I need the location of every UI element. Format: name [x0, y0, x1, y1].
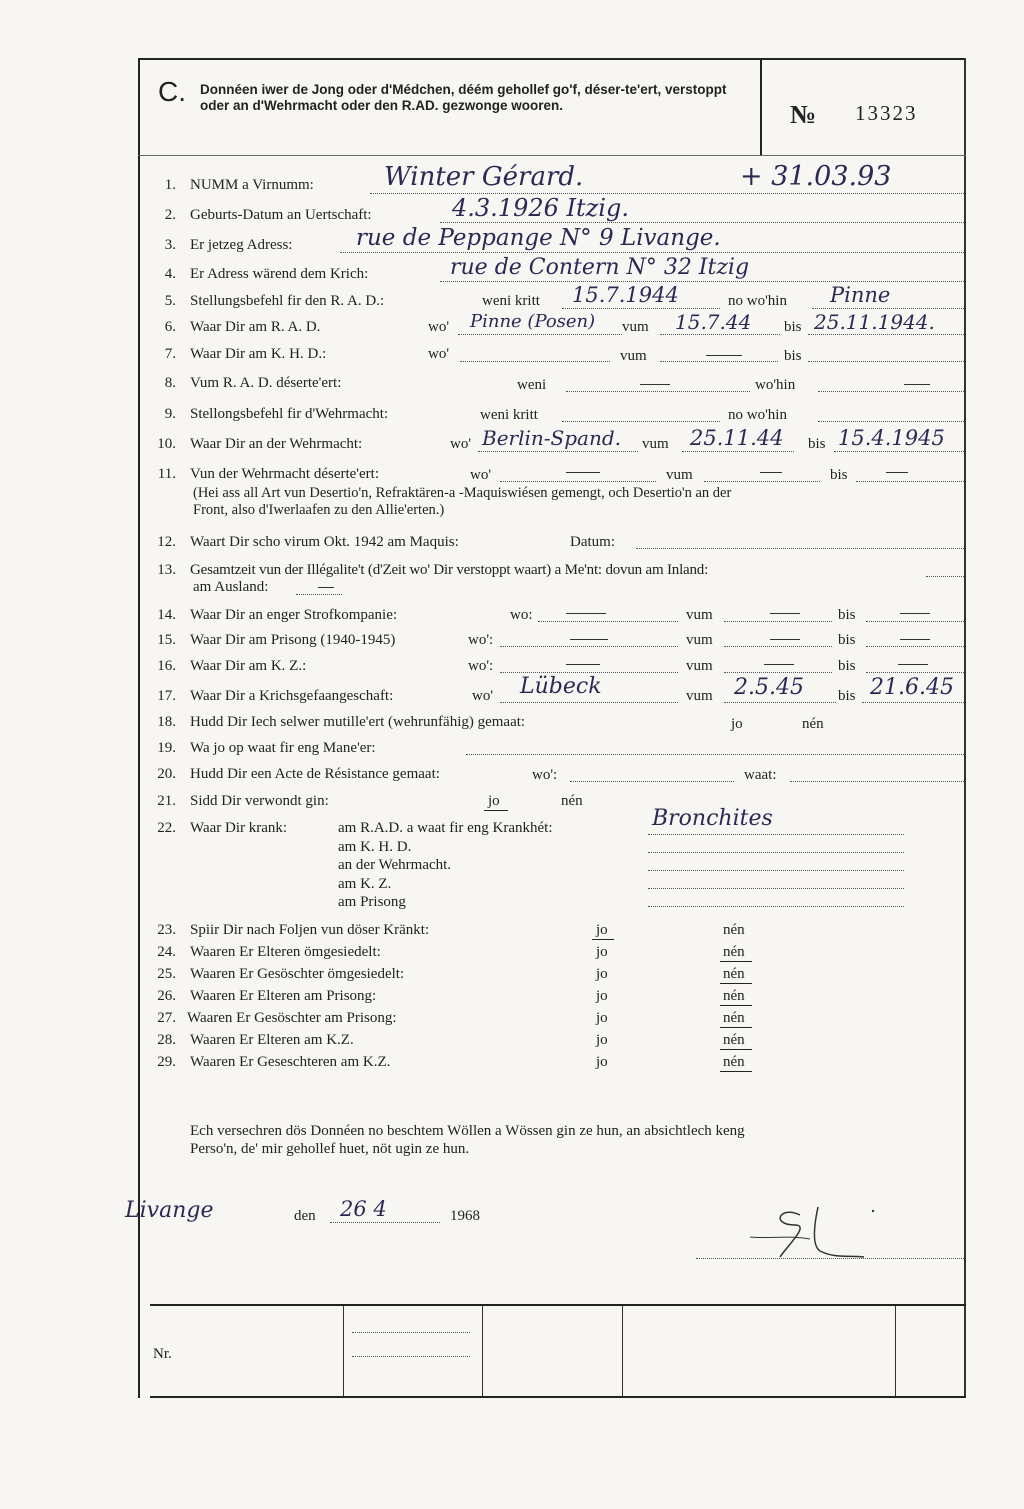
row-25-label: Waaren Er Gesöschter ömgesiedelt:	[190, 966, 405, 982]
pow-until[interactable]: 21.6.45	[870, 675, 954, 700]
row-17-dotline-1	[500, 702, 678, 703]
row-28-label: Waaren Er Elteren am K.Z.	[190, 1032, 354, 1048]
row-25-no-underline	[720, 983, 752, 984]
row-21-no[interactable]: nén	[561, 793, 583, 809]
row-21-yes-underline	[484, 810, 508, 811]
row-23-yes[interactable]: jo	[596, 922, 608, 938]
row-7-sub1: wo'	[428, 346, 450, 362]
row-17-dotline-3	[862, 702, 964, 703]
row-15-sub1: wo':	[468, 632, 494, 648]
row-23-number: 23.	[157, 922, 176, 938]
footer-col-4	[895, 1306, 896, 1396]
row-14-sub2: vum	[686, 607, 713, 623]
date-value[interactable]: 26 4	[340, 1197, 387, 1221]
row-9-label: Stellongsbefehl fir d'Wehrmacht:	[190, 406, 389, 422]
war-address-value[interactable]: rue de Contern N° 32 Itzig	[450, 255, 750, 280]
row-21-yes[interactable]: jo	[488, 793, 500, 809]
row-26-no-underline	[720, 1005, 752, 1006]
row-10-sub2: vum	[642, 436, 669, 452]
row-9-sub1: weni kritt	[480, 407, 538, 423]
footer-table-bottom	[150, 1396, 966, 1398]
row-11-note-line1: (Hei ass all Art vun Desertio'n, Refraktären-a -Maquiswiésen gemengt, och Desertio'n an der	[193, 485, 732, 501]
row-6-dotline-1	[458, 334, 622, 335]
row-5-sub2: no wo'hin	[728, 293, 787, 309]
row-22-label: Waar Dir krank:	[190, 820, 288, 836]
row-27-no[interactable]: nén	[723, 1010, 745, 1026]
row-15-number: 15.	[157, 632, 176, 648]
row-10-dotline-2	[682, 451, 794, 452]
row-6-label: Waar Dir am R. A. D.	[190, 319, 321, 335]
row-14-label: Waar Dir an enger Strofkompanie:	[190, 607, 398, 623]
declaration-line-1: Ech versechren dös Donnéen no beschtem Wöllen a Wössen gin ze hun, an absichtlech keng	[190, 1123, 745, 1139]
row-25-number: 25.	[157, 966, 176, 982]
row-6-sub1: wo'	[428, 319, 450, 335]
death-date-value: + 31.03.93	[740, 161, 892, 192]
row-12-label: Waart Dir scho virum Okt. 1942 am Maquis:	[190, 534, 459, 550]
row-2-label: Geburts-Datum an Uertschaft:	[190, 207, 372, 223]
row-23-no[interactable]: nén	[723, 922, 745, 938]
row-6-dotline-3	[808, 334, 964, 335]
row-7-dotline-2	[660, 361, 778, 362]
row-7-dotline-3	[808, 361, 964, 362]
row-27-yes[interactable]: jo	[596, 1010, 608, 1026]
name-value[interactable]: Winter Gérard.	[384, 162, 584, 192]
row-11-dotline-1	[500, 481, 656, 482]
row-27-label: Waaren Er Gesöschter am Prisong:	[187, 1010, 397, 1026]
row-20-dotline-2	[790, 781, 964, 782]
row-13-dotline-2	[296, 594, 342, 595]
row-14-number: 14.	[157, 607, 176, 623]
row-13-label: Gesamtzeit vun der Illégalite't (d'Zeit wo' Dir verstoppt waart) a Me'nt: dovun am Inland:	[190, 562, 709, 578]
row-12-dotline	[636, 548, 964, 549]
row-16-dotline-1	[500, 672, 678, 673]
row-16-dash-3	[898, 664, 928, 665]
number-label: №	[790, 100, 817, 129]
row-20-label: Hudd Dir een Acte de Résistance gemaat:	[190, 766, 440, 782]
row-15-sub3: bis	[838, 632, 856, 648]
row-14-dotline-2	[724, 621, 832, 622]
row-14-dash-1	[566, 613, 606, 614]
row-11-note-line2: Front, also d'Iwerlaafen zu den Allie'erten.)	[193, 502, 445, 518]
row-2-dotline	[440, 222, 964, 223]
row-16-dash-2	[764, 664, 794, 665]
rad-from[interactable]: 15.7.44	[675, 310, 752, 334]
row-15-dash-1	[570, 639, 608, 640]
row-24-yes[interactable]: jo	[596, 944, 608, 960]
row-8-dotline-2	[818, 391, 964, 392]
row-6-number: 6.	[164, 319, 176, 335]
footer-col-1	[343, 1306, 344, 1396]
row-11-dash-2	[760, 472, 782, 473]
frame-top-border	[138, 58, 966, 60]
row-29-label: Waaren Er Geseschteren am K.Z.	[190, 1054, 391, 1070]
row-13-number: 13.	[157, 562, 176, 578]
row-19-number: 19.	[157, 740, 176, 756]
row-12-number: 12.	[157, 534, 176, 550]
row-7-label: Waar Dir am K. H. D.:	[190, 346, 327, 362]
row-16-label: Waar Dir am K. Z.:	[190, 658, 307, 674]
row-29-no-underline	[720, 1071, 752, 1072]
row-22-sub2: an der Wehrmacht.	[338, 857, 452, 873]
row-20-sub1: wo':	[532, 767, 558, 783]
footer-col-3	[622, 1306, 623, 1396]
row-11-sub1: wo'	[470, 467, 492, 483]
pow-from[interactable]: 2.5.45	[734, 675, 804, 700]
row-22-sub3: am K. Z.	[338, 876, 392, 892]
row-6-sub3: bis	[784, 319, 802, 335]
signature-mark	[740, 1195, 880, 1275]
row-22-number: 22.	[157, 820, 176, 836]
row-7-number: 7.	[164, 346, 176, 362]
row-22-sub1: am K. H. D.	[338, 839, 412, 855]
place-value[interactable]: Livange	[125, 1198, 214, 1223]
declaration-line-2: Perso'n, de' mir gehollef huet, nöt ugin ze hun.	[190, 1141, 470, 1157]
row-10-dotline-3	[834, 451, 964, 452]
row-10-dotline-1	[478, 451, 638, 452]
row-17-sub3: bis	[838, 688, 856, 704]
row-15-dotline-3	[866, 646, 964, 647]
row-10-label: Waar Dir an der Wehrmacht:	[190, 436, 363, 452]
row-19-label: Wa jo op waat fir eng Mane'er:	[190, 740, 376, 756]
row-27-number: 27.	[157, 1010, 176, 1026]
row-18-yes[interactable]: jo	[731, 716, 743, 732]
row-16-number: 16.	[157, 658, 176, 674]
row-20-sub2: waat:	[744, 767, 777, 783]
current-address-value[interactable]: rue de Peppange N° 9 Livange.	[356, 225, 721, 251]
row-22-dotline-4	[648, 906, 904, 907]
row-10-sub3: bis	[808, 436, 826, 452]
birth-value[interactable]: 4.3.1926 Itzig.	[452, 194, 629, 222]
row-8-sub2: wo'hin	[755, 377, 796, 393]
row-16-sub2: vum	[686, 658, 713, 674]
illness-value[interactable]: Bronchites	[652, 806, 773, 831]
row-12-sub1: Datum:	[570, 534, 615, 550]
row-3-dotline	[340, 252, 964, 253]
row-22-dotline-0	[648, 834, 904, 835]
row-22-dotline-2	[648, 870, 904, 871]
wehrmacht-location[interactable]: Berlin-Spand.	[482, 426, 621, 450]
rad-order-date[interactable]: 15.7.1944	[572, 283, 679, 307]
row-22-sub0: am R.A.D. a waat fir eng Krankhét:	[338, 820, 553, 836]
row-16-dotline-3	[866, 672, 964, 673]
row-13-dash	[318, 587, 334, 588]
row-4-number: 4.	[164, 266, 176, 282]
row-23-label: Spiir Dir nach Foljen vun döser Kränkt:	[190, 922, 430, 938]
row-26-yes[interactable]: jo	[596, 988, 608, 1004]
row-28-number: 28.	[157, 1032, 176, 1048]
row-5-number: 5.	[164, 293, 176, 309]
frame-right-border	[964, 58, 966, 1398]
row-27-no-underline	[720, 1027, 752, 1028]
row-7-sub2: vum	[620, 348, 647, 364]
row-18-number: 18.	[157, 714, 176, 730]
row-7-sub3: bis	[784, 348, 802, 364]
row-11-dotline-2	[704, 481, 820, 482]
header-divider	[760, 60, 762, 155]
row-16-sub3: bis	[838, 658, 856, 674]
row-20-dotline-1	[570, 781, 734, 782]
section-letter: C.	[158, 76, 186, 107]
row-4-dotline	[440, 281, 964, 282]
wehrmacht-from[interactable]: 25.11.44	[690, 426, 784, 450]
row-17-sub1: wo'	[472, 688, 494, 704]
row-10-number: 10.	[157, 436, 176, 452]
row-29-number: 29.	[157, 1054, 176, 1070]
row-6-sub2: vum	[622, 319, 649, 335]
header-separator	[138, 155, 966, 156]
row-8-label: Vum R. A. D. déserte'ert:	[190, 375, 342, 391]
row-28-no[interactable]: nén	[723, 1032, 745, 1048]
row-9-dotline-2	[818, 421, 964, 422]
row-6-dotline-2	[660, 334, 780, 335]
row-13-dotline-1	[926, 576, 964, 577]
row-24-label: Waaren Er Elteren ömgesiedelt:	[190, 944, 381, 960]
rad-until[interactable]: 25.11.1944.	[814, 310, 935, 334]
rad-location[interactable]: Pinne (Posen)	[470, 311, 596, 332]
row-11-dash-3	[886, 472, 908, 473]
row-24-number: 24.	[157, 944, 176, 960]
row-22-sub4: am Prisong	[338, 894, 406, 910]
footer-dotline-1	[352, 1332, 470, 1333]
row-14-dotline-1	[538, 621, 678, 622]
date-dotline	[330, 1222, 440, 1223]
row-11-dash-1	[566, 472, 600, 473]
row-15-sub2: vum	[686, 632, 713, 648]
row-14-sub1: wo:	[510, 607, 533, 623]
row-25-no[interactable]: nén	[723, 966, 745, 982]
row-1-label: NUMM a Virnumm:	[190, 177, 314, 193]
row-5-dotline-2	[812, 308, 964, 309]
row-25-yes[interactable]: jo	[596, 966, 608, 982]
row-17-label: Waar Dir a Krichsgefaangeschaft:	[190, 688, 394, 704]
row-19-dotline	[466, 754, 964, 755]
row-26-no[interactable]: nén	[723, 988, 745, 1004]
row-2-number: 2.	[164, 207, 176, 223]
row-15-dash-3	[900, 639, 930, 640]
row-17-number: 17.	[157, 688, 176, 704]
rad-order-destination[interactable]: Pinne	[830, 283, 891, 307]
row-5-sub1: weni kritt	[482, 293, 540, 309]
row-15-dotline-2	[724, 646, 832, 647]
row-11-number: 11.	[157, 466, 176, 482]
row-5-label: Stellungsbefehl fir den R. A. D.:	[190, 293, 385, 309]
row-16-dotline-2	[724, 672, 832, 673]
pow-location[interactable]: Lübeck	[520, 674, 602, 699]
row-11-dotline-3	[856, 481, 964, 482]
row-9-sub2: no wo'hin	[728, 407, 787, 423]
form-number: 13323	[855, 101, 918, 125]
row-15-dash-2	[770, 639, 800, 640]
footer-nr-label: Nr.	[153, 1346, 172, 1362]
row-11-label: Vun der Wehrmacht déserte'ert:	[190, 466, 379, 482]
row-29-yes[interactable]: jo	[596, 1054, 608, 1070]
row-20-number: 20.	[157, 766, 176, 782]
row-8-dotline-1	[566, 391, 750, 392]
row-9-dotline-1	[562, 421, 720, 422]
row-22-dotline-3	[648, 888, 904, 889]
row-26-label: Waaren Er Elteren am Prisong:	[190, 988, 377, 1004]
row-7-dash	[706, 355, 742, 356]
row-17-dotline-2	[724, 702, 836, 703]
frame-left-border	[138, 58, 140, 1398]
row-29-no[interactable]: nén	[723, 1054, 745, 1070]
row-8-dash-2	[904, 384, 930, 385]
row-5-dotline-1	[562, 308, 720, 309]
wehrmacht-until[interactable]: 15.4.1945	[838, 426, 945, 450]
row-11-sub2: vum	[666, 467, 693, 483]
row-14-dotline-3	[866, 621, 964, 622]
row-14-sub3: bis	[838, 607, 856, 623]
row-9-number: 9.	[164, 406, 176, 422]
row-8-sub1: weni	[517, 377, 547, 393]
row-7-dotline-1	[460, 361, 610, 362]
row-3-number: 3.	[164, 237, 176, 253]
footer-dotline-2	[352, 1356, 470, 1357]
row-21-number: 21.	[157, 793, 176, 809]
row-1-number: 1.	[164, 177, 176, 193]
row-18-no[interactable]: nén	[802, 716, 824, 732]
row-28-yes[interactable]: jo	[596, 1032, 608, 1048]
row-24-no-underline	[720, 961, 752, 962]
row-8-dash-1	[640, 384, 670, 385]
row-14-dash-2	[770, 613, 800, 614]
row-28-no-underline	[720, 1049, 752, 1050]
row-26-number: 26.	[157, 988, 176, 1004]
row-16-dash-1	[566, 664, 600, 665]
footer-table-top	[150, 1304, 966, 1306]
row-15-dotline-1	[500, 646, 678, 647]
row-17-sub2: vum	[686, 688, 713, 704]
row-10-sub1: wo'	[450, 436, 472, 452]
row-14-dash-3	[900, 613, 930, 614]
row-4-label: Er Adress wärend dem Krich:	[190, 266, 369, 282]
date-den-label: den	[294, 1208, 316, 1224]
row-13-label2: am Ausland:	[193, 579, 269, 595]
row-16-sub1: wo':	[468, 658, 494, 674]
row-15-label: Waar Dir am Prisong (1940-1945)	[190, 632, 396, 648]
row-8-number: 8.	[164, 375, 176, 391]
row-3-label: Er jetzeg Adress:	[190, 237, 293, 253]
row-22-dotline-1	[648, 852, 904, 853]
row-21-label: Sidd Dir verwondt gin:	[190, 793, 329, 809]
row-18-label: Hudd Dir Iech selwer mutille'ert (wehrunfähig) gemaat:	[190, 714, 526, 730]
footer-col-2	[482, 1306, 483, 1396]
row-11-sub3: bis	[830, 467, 848, 483]
header-title: Donnéen iwer de Jong oder d'Médchen, déém gehollef go'f, déser-te'ert, verstoppt oder an d'Wehrmacht oder den R.AD. gezwonge wooren.	[200, 82, 727, 113]
row-24-no[interactable]: nén	[723, 944, 745, 960]
date-year: 1968	[450, 1208, 480, 1224]
row-23-yes-underline	[592, 939, 614, 940]
